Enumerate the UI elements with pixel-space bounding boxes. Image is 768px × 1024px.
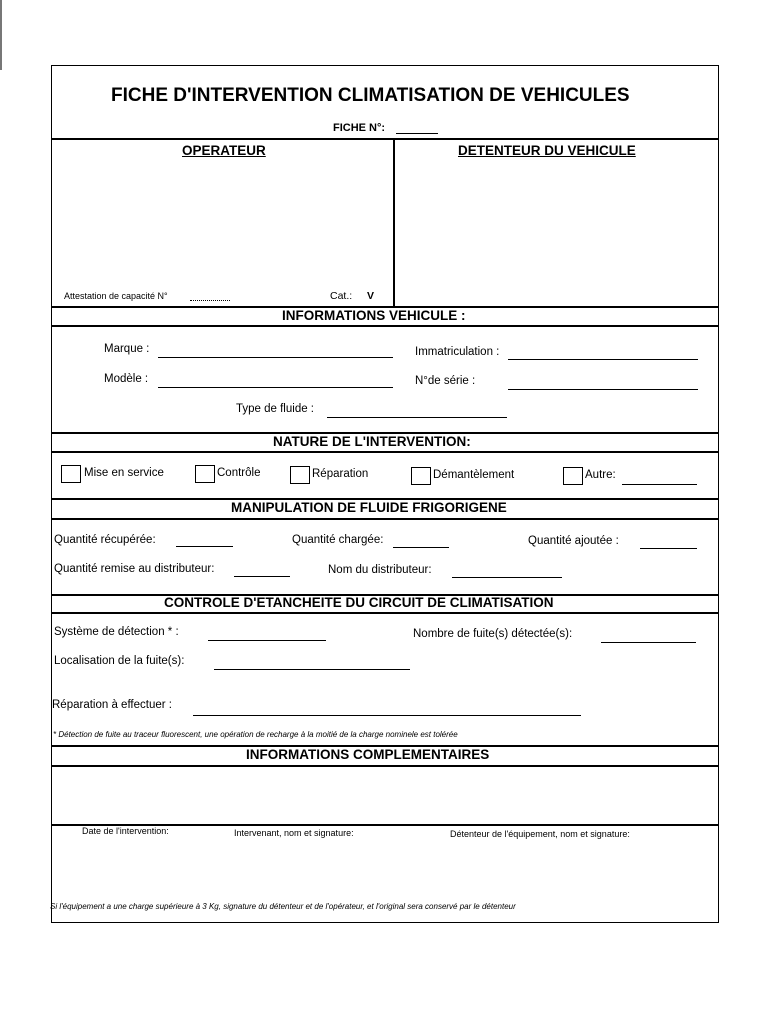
controle-label: Contrôle: [217, 467, 261, 479]
divider: [51, 138, 719, 140]
detection-label: Système de détection * :: [54, 626, 179, 638]
fuites-field[interactable]: [601, 642, 696, 643]
distributeur-label: Nom du distributeur:: [328, 564, 432, 576]
operator-heading: OPERATEUR: [182, 143, 266, 158]
complement-heading: INFORMATIONS COMPLEMENTAIRES: [246, 747, 490, 762]
distributeur-field[interactable]: [452, 577, 562, 578]
cat-value: V: [367, 290, 375, 302]
scan-edge-mark: [0, 0, 2, 70]
manipulation-heading: MANIPULATION DE FLUIDE FRIGORIGENE: [231, 500, 507, 515]
modele-field[interactable]: [158, 387, 393, 388]
autre-field[interactable]: [622, 484, 697, 485]
operator-area[interactable]: [55, 160, 388, 288]
localisation-label: Localisation de la fuite(s):: [54, 655, 185, 667]
signature-area[interactable]: [55, 840, 715, 895]
column-divider: [393, 138, 395, 306]
demantelement-label: Démantèlement: [433, 469, 515, 481]
signature-note: Si l'équipement a une charge supérieure à 3 Kg, signature du détenteur et de l'opérateur, et l'original sera conservé par le détenteur: [50, 902, 516, 911]
chargee-label: Quantité chargée:: [292, 534, 384, 546]
ajoutee-field[interactable]: [640, 548, 697, 549]
reparation-checkbox[interactable]: [290, 466, 310, 484]
serie-label: N°de série :: [415, 375, 476, 387]
detection-footnote: * Détection de fuite au traceur fluorescent, une opération de recharge à la moitié de la charge nominele est tolérée: [53, 730, 458, 739]
holder-area[interactable]: [398, 160, 714, 302]
chargee-field[interactable]: [393, 547, 449, 548]
mise-en-service-checkbox[interactable]: [61, 465, 81, 483]
immatriculation-label: Immatriculation :: [415, 346, 500, 358]
recuperee-field[interactable]: [176, 546, 233, 547]
intervention-heading: NATURE DE L'INTERVENTION:: [273, 434, 471, 449]
fluide-field[interactable]: [327, 417, 507, 418]
holder-heading: DETENTEUR DU VEHICULE: [458, 143, 636, 158]
fiche-number-label: FICHE N°:: [333, 122, 386, 134]
complement-area[interactable]: [55, 769, 715, 821]
attestation-field[interactable]: [190, 300, 230, 301]
fiche-number-field[interactable]: [396, 133, 438, 134]
detection-field[interactable]: [208, 640, 326, 641]
detenteur-label: Détenteur de l'équipement, nom et signature:: [450, 829, 630, 839]
reparation-effectuer-label: Réparation à effectuer :: [52, 699, 172, 711]
leak-check-heading: CONTROLE D'ETANCHEITE DU CIRCUIT DE CLIMATISATION: [164, 595, 554, 610]
fluide-label: Type de fluide :: [236, 403, 314, 415]
recuperee-label: Quantité récupérée:: [54, 534, 156, 546]
divider: [51, 612, 719, 614]
immatriculation-field[interactable]: [508, 359, 698, 360]
serie-field[interactable]: [508, 389, 698, 390]
modele-label: Modèle :: [104, 373, 149, 385]
remise-label: Quantité remise au distributeur:: [54, 563, 215, 575]
mise-en-service-label: Mise en service: [84, 467, 164, 479]
fuites-label: Nombre de fuite(s) détectée(s):: [413, 628, 573, 640]
marque-field[interactable]: [158, 357, 393, 358]
cat-label: Cat.:: [330, 290, 353, 302]
ajoutee-label: Quantité ajoutée :: [528, 535, 619, 547]
controle-checkbox[interactable]: [195, 465, 215, 483]
reparation-effectuer-field[interactable]: [193, 715, 581, 716]
divider: [51, 518, 719, 520]
marque-label: Marque :: [104, 343, 150, 355]
reparation-label: Réparation: [312, 468, 369, 480]
date-label: Date de l'intervention:: [82, 826, 169, 836]
autre-label: Autre:: [585, 469, 616, 481]
intervenant-label: Intervenant, nom et signature:: [234, 828, 354, 838]
remise-field[interactable]: [234, 576, 290, 577]
demantelement-checkbox[interactable]: [411, 467, 431, 485]
divider: [51, 451, 719, 453]
vehicle-heading: INFORMATIONS VEHICULE :: [282, 308, 466, 323]
autre-checkbox[interactable]: [563, 467, 583, 485]
localisation-field[interactable]: [214, 669, 410, 670]
divider: [51, 325, 719, 327]
attestation-label: Attestation de capacité N°: [64, 291, 168, 301]
divider: [51, 765, 719, 767]
form-title: FICHE D'INTERVENTION CLIMATISATION DE VEHICULES: [111, 85, 630, 106]
